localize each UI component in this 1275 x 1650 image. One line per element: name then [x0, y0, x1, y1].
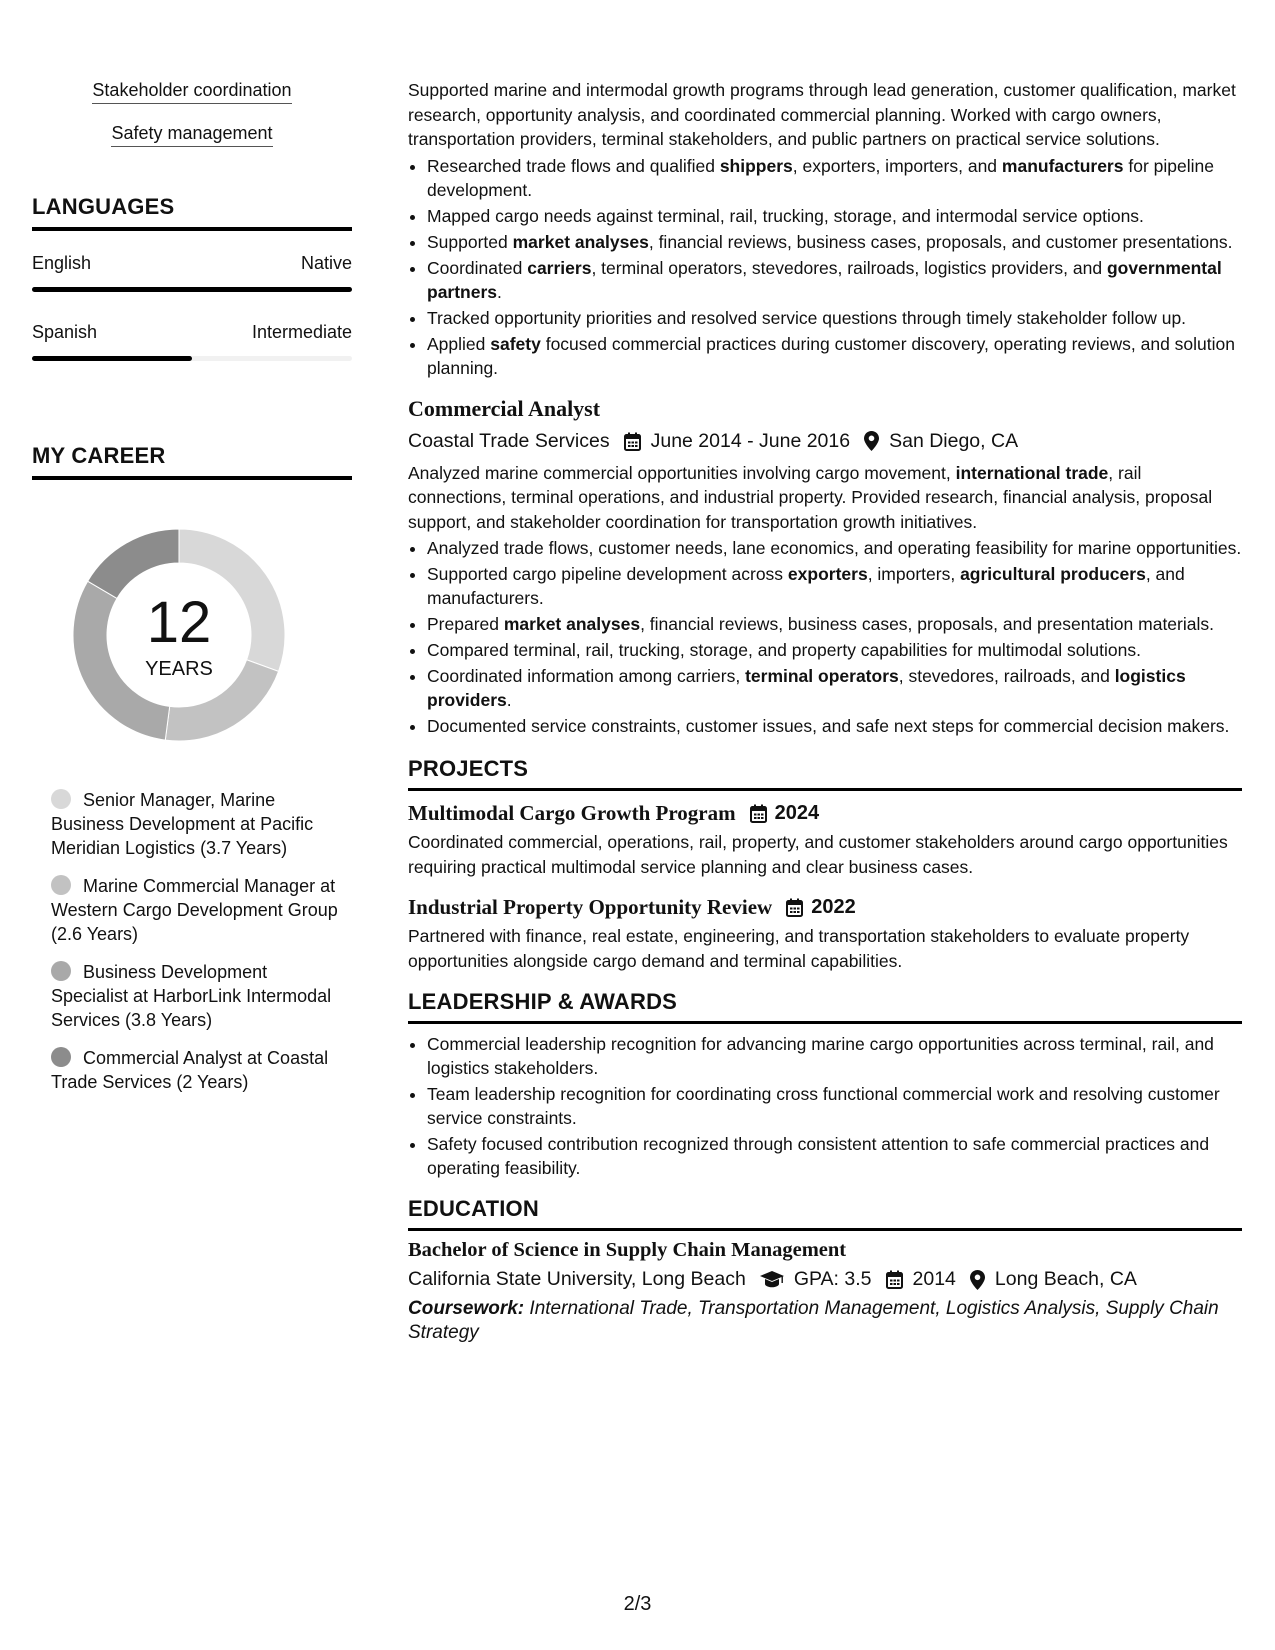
career-legend-item — [51, 1046, 341, 1094]
text: , stevedores, railroads, and — [898, 666, 1115, 686]
career-legend-text: Commercial Analyst at Coastal Trade Services (2 Years) — [51, 1048, 329, 1092]
career-years-label: YEARS — [145, 658, 213, 680]
calendar-icon — [786, 898, 803, 917]
graduation-year: 2014 — [912, 1268, 956, 1290]
career-legend-item — [51, 874, 341, 946]
section-divider — [32, 227, 352, 231]
project-year: 2022 — [811, 896, 856, 918]
career-donut-chart — [66, 522, 292, 748]
page-number: 2/3 — [623, 1593, 652, 1615]
job-bullet — [427, 536, 1242, 560]
text: , exporters, importers, and — [792, 155, 1002, 176]
previous-role-bullets — [408, 154, 1242, 380]
legend-dot — [51, 1047, 71, 1067]
project-year: 2024 — [774, 802, 820, 824]
career-legend-item — [51, 788, 341, 860]
main-content — [408, 78, 1242, 1345]
leadership-section — [408, 989, 1242, 1180]
career-total-years: 12 — [146, 590, 212, 655]
language-item — [32, 322, 352, 361]
leadership-heading: LEADERSHIP & AWARDS — [408, 989, 678, 1014]
job-meta — [408, 430, 1242, 453]
job-bullet — [427, 638, 1242, 662]
coursework-list: International Trade, Transportation Management, Logistics Analysis, Supply Chain Strategy — [408, 1298, 1219, 1343]
bold-text: exporters — [787, 564, 868, 584]
projects-heading: PROJECTS — [408, 756, 529, 781]
legend-dot — [51, 961, 71, 981]
legend-dot — [51, 875, 71, 895]
education-heading: EDUCATION — [408, 1196, 539, 1221]
bold-text: logistics providers — [427, 666, 1186, 710]
language-name: Spanish — [32, 322, 98, 342]
bold-text: shippers — [719, 155, 793, 176]
job-bullet — [427, 612, 1242, 636]
job-bullets — [408, 536, 1242, 738]
language-proficiency-bar — [32, 356, 352, 361]
location-pin-icon — [864, 431, 879, 451]
text: Coordinated — [427, 257, 528, 278]
languages-section — [32, 194, 352, 361]
text: , financial reviews, business cases, proposals, and customer presentations. — [648, 231, 1233, 252]
job-bullet — [427, 562, 1242, 610]
location-pin-icon — [970, 1270, 985, 1290]
section-divider — [408, 1021, 1242, 1024]
project-item — [408, 801, 1242, 879]
text: Applied — [427, 333, 491, 354]
language-proficiency-fill — [32, 287, 352, 292]
calendar-icon — [750, 804, 767, 823]
text: Coordinated information among carriers, — [427, 666, 746, 686]
career-legend-text: Senior Manager, Marine Business Development at Pacific Meridian Logistics (3.7 Years) — [51, 790, 314, 858]
career-section — [32, 443, 352, 1094]
career-legend-text: Business Development Specialist at HarborLink Intermodal Services (3.8 Years) — [51, 962, 332, 1030]
bold-text: carriers — [527, 257, 592, 278]
skill-tag: Safety management — [32, 123, 352, 144]
text: Supported cargo pipeline development across — [427, 564, 788, 584]
project-title: Multimodal Cargo Growth Program — [408, 801, 736, 825]
sidebar — [32, 80, 352, 1108]
job-title: Commercial Analyst — [408, 395, 601, 421]
text: , financial reviews, business cases, proposals, and presentation materials. — [640, 614, 1214, 634]
coursework — [408, 1297, 1242, 1345]
bold-text: terminal operators — [745, 666, 899, 686]
text: Mapped cargo needs against terminal, rail, trucking, storage, and intermodal service options. — [427, 205, 1144, 226]
skill-tag: Stakeholder coordination — [32, 80, 352, 101]
project-description: Coordinated commercial, operations, rail, property, and customer stakeholders around cargo opportunities requiring practical multimodal service planning and clear business cases. — [408, 832, 1228, 877]
previous-role-bullet — [427, 154, 1242, 202]
calendar-icon — [886, 1270, 903, 1289]
language-level: Intermediate — [251, 322, 352, 342]
text: Analyzed trade flows, customer needs, lane economics, and operating feasibility for marine opportunities. — [427, 538, 1242, 558]
project-title: Industrial Property Opportunity Review — [408, 895, 773, 919]
language-proficiency-bar — [32, 287, 352, 292]
text: , importers, — [867, 564, 961, 584]
career-legend-item — [51, 960, 341, 1032]
text: Researched trade flows and qualified — [427, 155, 720, 176]
bold-text: manufacturers — [1001, 155, 1124, 176]
languages-heading: LANGUAGES — [32, 194, 175, 219]
section-divider — [408, 788, 1242, 791]
text: Prepared — [427, 614, 504, 634]
career-heading: MY CAREER — [32, 443, 166, 468]
text: , terminal operators, stevedores, railroads, logistics providers, and — [591, 257, 1107, 278]
career-legend — [51, 788, 341, 1094]
degree-title: Bachelor of Science in Supply Chain Management — [408, 1239, 847, 1261]
leadership-item: • Safety focused contribution recognized through consistent attention to safe commercial practices and operating feasibility. — [427, 1132, 1242, 1180]
school-location: Long Beach, CA — [994, 1268, 1137, 1290]
text: Compared terminal, rail, trucking, storage, and property capabilities for multimodal solutions. — [427, 640, 1141, 660]
education-meta — [408, 1268, 1242, 1291]
language-name: English — [32, 253, 92, 273]
previous-role-bullet — [427, 204, 1242, 228]
previous-role-bullet — [427, 306, 1242, 330]
education-section — [408, 1196, 1242, 1345]
job-summary — [408, 461, 1242, 535]
bold-text: governmental partners — [427, 257, 1222, 302]
text: , rail connections, terminal operations, and industrial property. Provided research, financial analysis, proposal support, and stakeholder coordination for transportation growth initiatives. — [408, 462, 1213, 532]
job-bullet — [427, 714, 1242, 738]
projects-section — [408, 756, 1242, 973]
calendar-icon — [624, 432, 641, 451]
text: focused commercial practices during customer discovery, operating reviews, and solution planning. — [427, 333, 1235, 378]
graduation-cap-icon — [760, 1271, 784, 1288]
bold-text: international trade — [955, 462, 1109, 483]
project-header — [408, 895, 1242, 920]
text: . — [497, 281, 502, 302]
career-legend-text: Marine Commercial Manager at Western Cargo Development Group (2.6 Years) — [51, 876, 338, 944]
gpa: GPA: 3.5 — [793, 1268, 872, 1290]
previous-role-bullet — [427, 256, 1242, 304]
project-item — [408, 895, 1242, 973]
job-company: Coastal Trade Services — [408, 429, 610, 452]
language-item — [32, 253, 352, 292]
job-bullet — [427, 664, 1242, 712]
previous-role-summary: Supported marine and intermodal growth programs through lead generation, customer qualification, market research, opportunity analysis, and coordinated commercial planning. Worked with cargo owners, transportation providers, terminal stakeholders, and public partners on practical service solutions. — [408, 80, 1236, 149]
project-description: Partnered with finance, real estate, engineering, and transportation stakeholders to evaluate property opportunities alongside cargo demand and terminal capabilities. — [408, 926, 1190, 971]
section-divider — [408, 1228, 1242, 1231]
bold-text: safety — [490, 333, 541, 354]
leadership-item: • Commercial leadership recognition for advancing marine cargo opportunities across terminal, rail, and logistics stakeholders. — [427, 1032, 1242, 1080]
leadership-item: • Team leadership recognition for coordinating cross functional commercial work and resolving customer service constraints. — [427, 1082, 1242, 1130]
job-dates: June 2014 - June 2016 — [650, 429, 851, 452]
section-divider — [32, 476, 352, 480]
project-header — [408, 801, 1242, 826]
language-proficiency-fill — [32, 356, 192, 361]
bold-text: market analyses — [512, 231, 649, 252]
text: Supported — [427, 231, 513, 252]
text: Tracked opportunity priorities and resolved service questions through timely stakeholder follow up. — [427, 307, 1187, 328]
text: Documented service constraints, customer issues, and safe next steps for commercial decision makers. — [427, 716, 1230, 736]
previous-role-bullet — [427, 332, 1242, 380]
job-location: San Diego, CA — [889, 429, 1019, 452]
leadership-list — [408, 1032, 1242, 1180]
bold-text: market analyses — [503, 614, 641, 634]
text: for pipeline development. — [427, 155, 1214, 200]
bold-text: agricultural producers — [960, 564, 1146, 584]
text: Analyzed marine commercial opportunities involving cargo movement, — [408, 462, 956, 483]
text: , and manufacturers. — [427, 564, 1185, 608]
school-name: California State University, Long Beach — [408, 1268, 746, 1290]
legend-dot — [51, 789, 71, 809]
language-level: Native — [300, 253, 352, 273]
text: . — [506, 690, 512, 710]
coursework-label: Coursework: — [408, 1298, 525, 1319]
previous-role-bullet — [427, 230, 1242, 254]
